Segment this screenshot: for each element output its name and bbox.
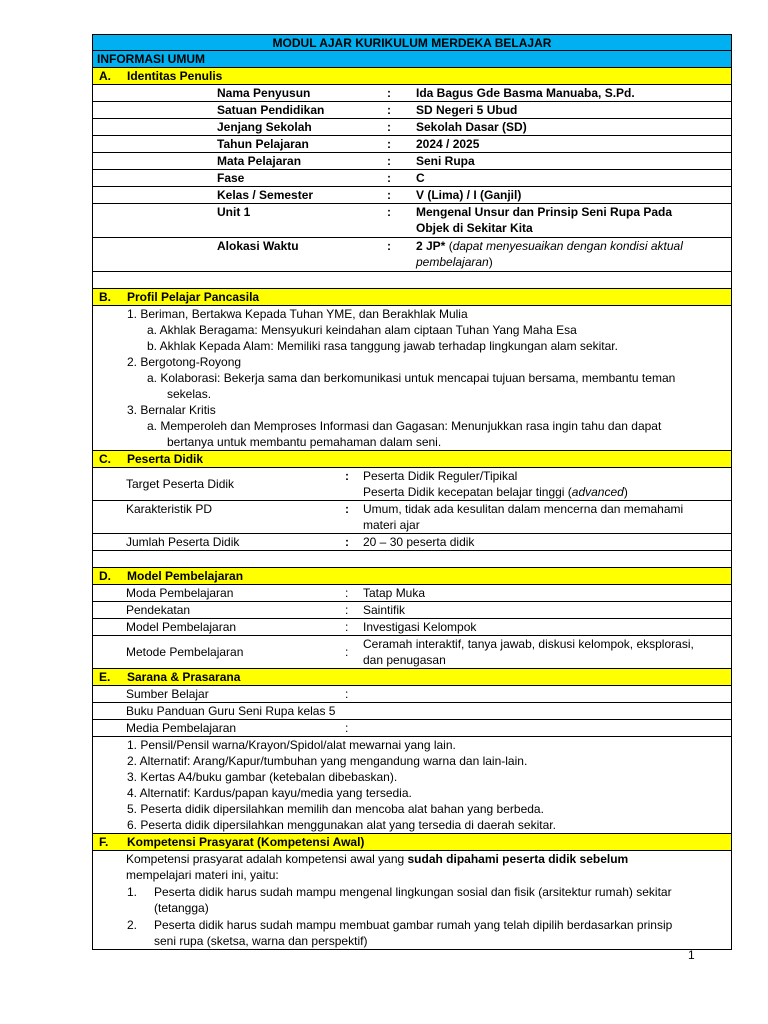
field-key: Pendekatan: [126, 603, 191, 617]
identity-row-satuan: [93, 102, 731, 119]
colon: :: [387, 86, 391, 100]
colon: :: [345, 721, 349, 735]
identity-value: 2024 / 2025: [416, 137, 480, 151]
field-value: Tatap Muka: [363, 586, 426, 600]
page-number: 1: [688, 948, 695, 962]
field-key: Sumber Belajar: [126, 687, 209, 701]
list-item: 2. Alternatif: Arang/Kapur/tumbuhan yang mengandung warna dan lain-lain.: [127, 754, 528, 768]
identity-row-mapel: [93, 153, 731, 170]
colon: :: [387, 171, 391, 185]
model-row: [93, 619, 731, 636]
list-item: 5. Peserta didik dipersilahkan memilih dan mencoba alat bahan yang berbeda.: [127, 802, 544, 816]
alokasi-note-line-1: dapat menyesuaikan dengan kondisi aktual: [452, 239, 683, 253]
list-item-cont: sekelas.: [167, 387, 212, 401]
colon: :: [387, 205, 391, 219]
colon: :: [345, 620, 349, 634]
list-item: a. Akhlak Beragama: Mensyukuri keindahan alam ciptaan Tuhan Yang Maha Esa: [147, 323, 577, 337]
identity-key: Kelas / Semester: [217, 188, 314, 202]
identity-row-unit: [93, 204, 731, 238]
karakter-row: [93, 501, 731, 534]
list-item: b. Akhlak Kepada Alam: Memiliki rasa tanggung jawab terhadap lingkungan alam sekitar.: [147, 339, 618, 353]
field-key: Moda Pembelajaran: [126, 586, 234, 600]
section-title: Model Pembelajaran: [127, 569, 244, 583]
module-title: [93, 35, 731, 51]
field-value: materi ajar: [363, 518, 420, 532]
field-key: Metode Pembelajaran: [126, 645, 244, 659]
field-key: Karakteristik PD: [126, 502, 213, 516]
section-letter: E.: [99, 670, 111, 684]
section-title: Profil Pelajar Pancasila: [127, 290, 260, 304]
colon: :: [345, 502, 349, 516]
section-letter: A.: [99, 69, 111, 83]
colon: :: [387, 188, 391, 202]
list-item: a. Kolaborasi: Bekerja sama dan berkomunikasi untuk mencapai tujuan bersama, membantu teman: [147, 371, 676, 385]
list-item: 4. Alternatif: Kardus/papan kayu/media yang tersedia.: [127, 786, 412, 800]
field-value: dan penugasan: [363, 653, 446, 667]
identity-key: Satuan Pendidikan: [217, 103, 325, 117]
field-value: Saintifik: [363, 603, 406, 617]
identity-key: Unit 1: [217, 205, 251, 219]
identity-value: Seni Rupa: [416, 154, 475, 168]
module-title-text: MODUL AJAR KURIKULUM MERDEKA BELAJAR: [272, 36, 552, 50]
intro-line-2: mempelajari materi ini, yaitu:: [126, 868, 279, 882]
moda-row: [93, 585, 731, 602]
colon: :: [345, 687, 349, 701]
list-item: a. Memperoleh dan Memproses Informasi dan Gagasan: Menunjukkan rasa ingin tahu dan dapat: [147, 419, 662, 433]
list-number: 1.: [127, 885, 138, 899]
media-list: [93, 737, 731, 834]
identity-row-nama: [93, 85, 731, 102]
colon: :: [387, 103, 391, 117]
value-text: ): [623, 485, 628, 499]
section-title: Identitas Penulis: [127, 69, 223, 83]
pendekatan-row: [93, 602, 731, 619]
list-item: 3. Kertas A4/buku gambar (ketebalan dibebaskan).: [127, 770, 398, 784]
colon: :: [387, 239, 391, 253]
identity-value: [416, 204, 721, 236]
section-letter: B.: [99, 290, 111, 304]
section-c-header: [93, 451, 731, 468]
media-row: [93, 720, 731, 737]
alokasi-jp: 2 JP*: [416, 239, 446, 253]
field-key: Media Pembelajaran: [126, 721, 237, 735]
identity-value: SD Negeri 5 Ubud: [416, 103, 518, 117]
profil-list: [93, 306, 731, 451]
field-key: Target Peserta Didik: [126, 477, 235, 491]
field-value: Peserta Didik Reguler/Tipikal: [363, 469, 518, 483]
sumber-row: [93, 686, 731, 703]
field-value: Investigasi Kelompok: [363, 620, 477, 634]
unit-title-line-1: Mengenal Unsur dan Prinsip Seni Rupa Pada: [416, 205, 673, 219]
field-key: Jumlah Peserta Didik: [126, 535, 240, 549]
field-value: [363, 484, 628, 500]
lesson-module-table: [92, 34, 732, 950]
list-item: Peserta didik harus sudah mampu membuat gambar rumah yang telah dipilih berdasarkan prinsip: [154, 918, 673, 932]
field-key: Model Pembelajaran: [126, 620, 237, 634]
field-value: 20 – 30 peserta didik: [363, 535, 475, 549]
paren: (: [445, 239, 453, 253]
identity-key: Tahun Pelajaran: [217, 137, 309, 151]
identity-value: C: [416, 171, 425, 185]
section-b-header: [93, 289, 731, 306]
list-item: Peserta didik harus sudah mampu mengenal lingkungan sosial dan fisik (arsitektur rumah) sekitar: [154, 885, 672, 899]
value-text: Peserta Didik kecepatan belajar tinggi (: [363, 485, 572, 499]
colon: :: [387, 120, 391, 134]
list-item-cont: seni rupa (sketsa, warna dan perspektif): [154, 934, 368, 948]
section-title: Peserta Didik: [127, 452, 204, 466]
identity-key: Alokasi Waktu: [217, 239, 299, 253]
list-item: 1. Pensil/Pensil warna/Krayon/Spidol/alat mewarnai yang lain.: [127, 738, 456, 752]
field-value: Umum, tidak ada kesulitan dalam mencerna dan memahami: [363, 502, 684, 516]
section-e-header: [93, 669, 731, 686]
identity-key: Nama Penyusun: [217, 86, 311, 100]
list-item: 6. Peserta didik dipersilahkan menggunakan alat yang tersedia di daerah sekitar.: [127, 818, 556, 832]
kompetensi-body: [93, 851, 731, 949]
intro-line-1: [126, 851, 628, 867]
target-row: [93, 468, 731, 501]
info-header-text: INFORMASI UMUM: [97, 52, 205, 66]
section-title: Sarana & Prasarana: [127, 670, 241, 684]
list-item-cont: (tetangga): [154, 901, 209, 915]
section-title: Kompetensi Prasyarat (Kompetensi Awal): [127, 835, 365, 849]
identity-key: Mata Pelajaran: [217, 154, 302, 168]
value-italic: advanced: [571, 485, 624, 499]
colon: :: [345, 469, 349, 483]
section-letter: F.: [99, 835, 109, 849]
list-item: 2. Bergotong-Royong: [127, 355, 242, 369]
intro-text: Kompetensi prasyarat adalah kompetensi awal yang: [126, 852, 408, 866]
identity-value: Sekolah Dasar (SD): [416, 120, 527, 134]
alokasi-note-line-2: pembelajaran: [416, 255, 489, 269]
identity-row-tahun: [93, 136, 731, 153]
identity-value: Ida Bagus Gde Basma Manuaba, S.Pd.: [416, 86, 635, 100]
spacer-row: [93, 551, 731, 568]
unit-title-line-2: Objek di Sekitar Kita: [416, 221, 533, 235]
colon: :: [345, 586, 349, 600]
identity-value: V (Lima) / I (Ganjil): [416, 188, 522, 202]
colon: :: [387, 137, 391, 151]
metode-row: [93, 636, 731, 669]
field-value: Buku Panduan Guru Seni Rupa kelas 5: [126, 704, 336, 718]
spacer-row: [93, 272, 731, 289]
section-f-header: [93, 834, 731, 851]
sumber-item-row: [93, 703, 731, 720]
list-item-cont: bertanya untuk membantu pemahaman dalam seni.: [167, 435, 442, 449]
colon: :: [345, 603, 349, 617]
identity-row-jenjang: [93, 119, 731, 136]
identity-value: [416, 238, 721, 270]
field-value: Ceramah interaktif, tanya jawab, diskusi kelompok, eksplorasi,: [363, 637, 694, 651]
colon: :: [387, 154, 391, 168]
section-letter: D.: [99, 569, 111, 583]
info-header: [93, 51, 731, 68]
paren: ): [488, 255, 493, 269]
colon: :: [345, 535, 349, 549]
list-item: 3. Bernalar Kritis: [127, 403, 216, 417]
jumlah-row: [93, 534, 731, 551]
list-number: 2.: [127, 918, 138, 932]
identity-row-fase: [93, 170, 731, 187]
list-item: 1. Beriman, Bertakwa Kepada Tuhan YME, dan Berakhlak Mulia: [127, 307, 468, 321]
identity-key: Jenjang Sekolah: [217, 120, 312, 134]
section-letter: C.: [99, 452, 111, 466]
intro-bold: sudah dipahami peserta didik sebelum: [407, 852, 629, 866]
section-d-header: [93, 568, 731, 585]
identity-row-kelas: [93, 187, 731, 204]
section-a-header: [93, 68, 731, 85]
colon: :: [345, 645, 349, 659]
identity-row-alokasi: [93, 238, 731, 272]
identity-key: Fase: [217, 171, 245, 185]
